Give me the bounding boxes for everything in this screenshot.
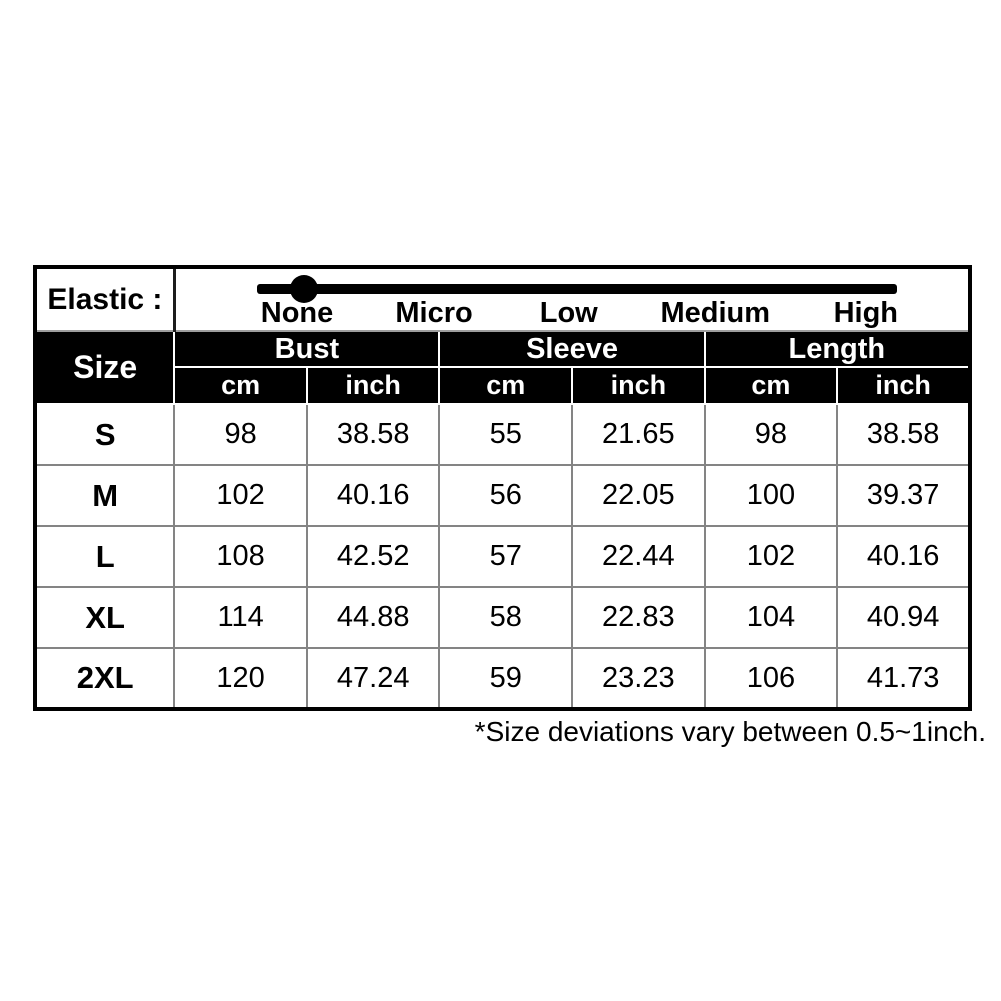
header-sleeve: Sleeve [439, 331, 704, 367]
value-cell: 40.16 [837, 526, 970, 587]
size-cell: XL [35, 587, 174, 648]
value-cell: 120 [174, 648, 307, 709]
value-cell: 55 [439, 404, 572, 465]
value-cell: 22.05 [572, 465, 705, 526]
table-row-s [35, 404, 970, 465]
value-cell: 41.73 [837, 648, 970, 709]
slider-track[interactable] [257, 284, 897, 294]
value-cell: 38.58 [837, 404, 970, 465]
value-cell: 42.52 [307, 526, 440, 587]
header-bust-cm: cm [174, 367, 307, 404]
value-cell: 108 [174, 526, 307, 587]
header-length-cm: cm [705, 367, 838, 404]
value-cell: 44.88 [307, 587, 440, 648]
elastic-slider-cell [174, 267, 970, 331]
slider-label-high: High [833, 297, 899, 330]
elastic-label: Elastic : [35, 267, 174, 331]
value-cell: 102 [174, 465, 307, 526]
value-cell: 47.24 [307, 648, 440, 709]
elastic-slider [176, 269, 968, 330]
header-length: Length [705, 331, 970, 367]
value-cell: 104 [705, 587, 838, 648]
table-row-xl [35, 587, 970, 648]
value-cell: 98 [705, 404, 838, 465]
size-cell: L [35, 526, 174, 587]
value-cell: 40.94 [837, 587, 970, 648]
value-cell: 102 [705, 526, 838, 587]
size-cell: M [35, 465, 174, 526]
value-cell: 106 [705, 648, 838, 709]
size-cell: S [35, 404, 174, 465]
value-cell: 59 [439, 648, 572, 709]
table-row-l [35, 526, 970, 587]
slider-label-low: Low [539, 297, 598, 330]
slider-label-none: None [260, 297, 334, 330]
value-cell: 39.37 [837, 465, 970, 526]
value-cell: 57 [439, 526, 572, 587]
size-cell: 2XL [35, 648, 174, 709]
value-cell: 114 [174, 587, 307, 648]
value-cell: 40.16 [307, 465, 440, 526]
header-sleeve-cm: cm [439, 367, 572, 404]
column-group-header-row [35, 331, 970, 367]
header-length-inch: inch [837, 367, 970, 404]
table-row-2xl [35, 648, 970, 709]
value-cell: 38.58 [307, 404, 440, 465]
slider-label-micro: Micro [395, 297, 473, 330]
value-cell: 58 [439, 587, 572, 648]
header-bust: Bust [174, 331, 439, 367]
table-row-m [35, 465, 970, 526]
size-chart-table [33, 265, 972, 711]
header-bust-inch: inch [307, 367, 440, 404]
header-size: Size [35, 331, 174, 404]
footnote: *Size deviations vary between 0.5~1inch. [474, 716, 986, 747]
slider-label-medium: Medium [660, 297, 771, 330]
value-cell: 22.83 [572, 587, 705, 648]
header-sleeve-inch: inch [572, 367, 705, 404]
value-cell: 22.44 [572, 526, 705, 587]
elastic-row [35, 267, 970, 331]
value-cell: 23.23 [572, 648, 705, 709]
unit-header-row [35, 367, 970, 404]
value-cell: 56 [439, 465, 572, 526]
value-cell: 21.65 [572, 404, 705, 465]
value-cell: 100 [705, 465, 838, 526]
value-cell: 98 [174, 404, 307, 465]
